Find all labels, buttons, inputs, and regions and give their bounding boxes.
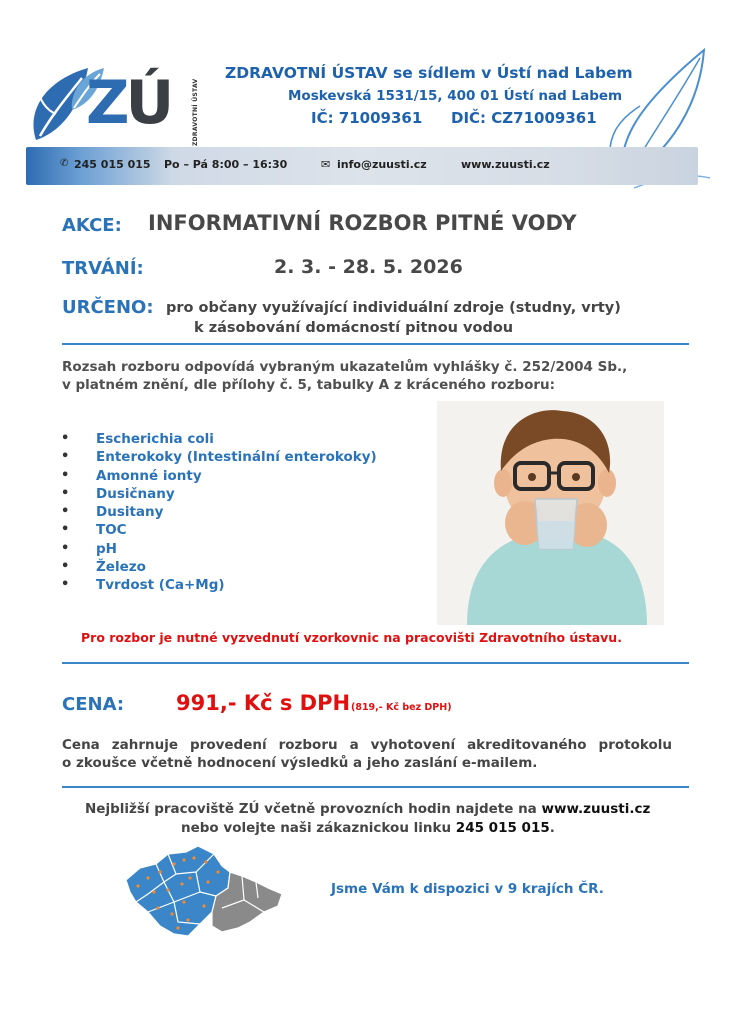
- list-item: • Dusičnany: [61, 485, 175, 502]
- parameter-name: Amonné ionty: [96, 467, 202, 484]
- parameter-name: Escherichia coli: [96, 431, 214, 447]
- parameter-name: TOC: [96, 522, 127, 539]
- parameters-list: [61, 431, 377, 596]
- list-item: • Amonné ionty: [61, 467, 202, 484]
- contact-hours: Po – Pá 8:00 – 16:30: [164, 158, 288, 171]
- org-name: ZDRAVOTNÍ ÚSTAV se sídlem v Ústí nad Labem: [225, 64, 633, 82]
- footer-line1: [85, 801, 650, 817]
- cena-text-line1: Cena zahrnuje provedení rozboru a vyhotovení akreditovaného protokolu: [62, 737, 672, 753]
- divider-2: [62, 662, 689, 664]
- list-item: • pH: [61, 540, 117, 557]
- parameter-name: Dusitany: [96, 504, 164, 521]
- urceno-label: URČENO:: [62, 297, 154, 318]
- child-drinking-photo: [437, 401, 664, 625]
- parameter-name: Železo: [96, 559, 146, 576]
- contact-web[interactable]: www.zuusti.cz: [461, 158, 550, 171]
- phone-icon: ✆: [60, 158, 69, 169]
- logo-vertical-text: ZDRAVOTNÍ ÚSTAV: [192, 78, 199, 146]
- footer-line2-text: nebo volejte naši zákaznickou linku: [181, 820, 452, 836]
- notice-text: Pro rozbor je nutné vyzvednutí vzorkovnic na pracovišti Zdravotního ústavu.: [81, 630, 622, 645]
- footer-line1-text: Nejbližší pracoviště ZÚ včetně provozních hodin najdete na: [85, 801, 537, 817]
- akce-label: AKCE:: [62, 215, 122, 236]
- cena-text-line2: o zkoušce včetně hodnocení výsledků a jeho zaslání e-mailem.: [62, 755, 538, 771]
- footer-line2: nebo volejte naši zákaznickou linku 245 015 015.: [181, 820, 555, 836]
- list-item: • Dusitany: [61, 504, 164, 521]
- list-item: • Escherichia coli: [61, 431, 214, 447]
- logo-letters: ZÚ: [86, 68, 171, 138]
- contact-email[interactable]: info@zuusti.cz: [337, 158, 427, 171]
- contact-phone[interactable]: 245 015 015: [74, 158, 151, 171]
- akce-value: INFORMATIVNÍ ROZBOR PITNÉ VODY: [148, 211, 577, 235]
- cena-label: CENA:: [62, 694, 125, 715]
- org-dic: DIČ: CZ71009361: [451, 109, 597, 127]
- parameter-name: Tvrdost (Ca+Mg): [96, 577, 225, 594]
- parameter-name: Enterokoky (Intestinální enterokoky): [96, 449, 377, 466]
- cena-price-note: (819,- Kč bez DPH): [351, 702, 452, 713]
- footer-web-link[interactable]: www.zuusti.cz: [541, 801, 651, 817]
- regions-text: Jsme Vám k dispozici v 9 krajích ČR.: [331, 881, 604, 897]
- parameter-name: Dusičnany: [96, 485, 175, 502]
- trvani-label: TRVÁNÍ:: [62, 258, 144, 279]
- parameter-name: pH: [96, 540, 117, 557]
- divider-1: [62, 343, 689, 345]
- header: [0, 0, 734, 190]
- list-item: • Železo: [61, 559, 146, 576]
- logo-u: Ú: [125, 68, 171, 138]
- cena-price: 991,- Kč s DPH: [176, 691, 351, 715]
- footer-phone[interactable]: 245 015 015: [455, 820, 550, 836]
- scope-line2: v platném znění, dle přílohy č. 5, tabulky A z kráceného rozboru:: [62, 377, 556, 393]
- trvani-value: 2. 3. - 28. 5. 2026: [274, 256, 463, 278]
- divider-3: [62, 786, 689, 788]
- urceno-line1: pro občany využívající individuální zdroje (studny, vrty): [166, 300, 621, 316]
- czech-map-icon: [118, 842, 288, 942]
- list-item: • TOC: [61, 522, 127, 539]
- envelope-icon: ✉: [321, 158, 331, 171]
- urceno-line2: k zásobování domácností pitnou vodou: [194, 320, 514, 336]
- list-item: • Enterokoky (Intestinální enterokoky): [61, 449, 377, 466]
- org-ic: IČ: 71009361: [311, 109, 423, 127]
- list-item: • Tvrdost (Ca+Mg): [61, 577, 225, 594]
- org-address: Moskevská 1531/15, 400 01 Ústí nad Labem: [288, 88, 623, 104]
- scope-line1: Rozsah rozboru odpovídá vybraným ukazatelům vyhlášky č. 252/2004 Sb.,: [62, 359, 628, 375]
